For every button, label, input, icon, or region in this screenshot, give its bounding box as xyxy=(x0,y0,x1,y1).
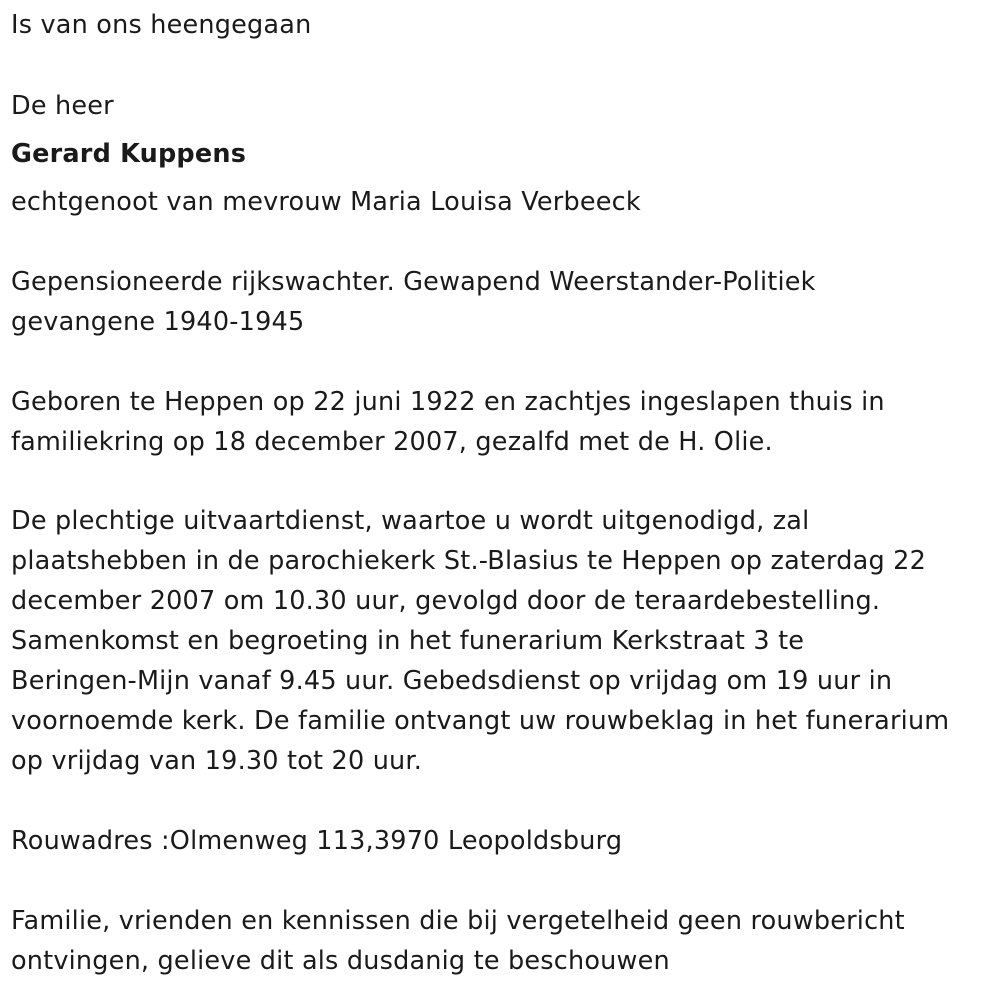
intro-text: Is van ons heengegaan xyxy=(11,10,312,40)
funeral-line-6: voornoemde kerk. De familie ontvangt uw rouwbeklag in het funerarium xyxy=(11,706,950,736)
occupation-line-2: gevangene 1940-1945 xyxy=(11,307,305,337)
funeral-line-2: plaatshebben in de parochiekerk St.-Blasius te Heppen op zaterdag 22 xyxy=(11,546,926,576)
funeral-line-1: De plechtige uitvaartdienst, waartoe u wordt uitgenodigd, zal xyxy=(11,506,810,536)
birth-death-line-2: familiekring op 18 december 2007, gezalfd met de H. Olie. xyxy=(11,427,773,457)
deceased-name: Gerard Kuppens xyxy=(11,139,247,169)
funeral-line-3: december 2007 om 10.30 uur, gevolgd door de teraardebestelling. xyxy=(11,586,881,616)
funeral-line-5: Beringen-Mijn vanaf 9.45 uur. Gebedsdienst op vrijdag om 19 uur in xyxy=(11,666,893,696)
occupation-line-1: Gepensioneerde rijkswachter. Gewapend Weerstander-Politiek xyxy=(11,267,816,297)
salutation-text: De heer xyxy=(11,91,114,121)
spouse-text: echtgenoot van mevrouw Maria Louisa Verbeeck xyxy=(11,187,641,217)
funeral-line-4: Samenkomst en begroeting in het funerarium Kerkstraat 3 te xyxy=(11,626,805,656)
closing-line-2: ontvingen, gelieve dit als dusdanig te beschouwen xyxy=(11,946,670,976)
funeral-line-7: op vrijdag van 19.30 tot 20 uur. xyxy=(11,746,423,776)
closing-line-1: Familie, vrienden en kennissen die bij vergetelheid geen rouwbericht xyxy=(11,906,905,936)
address-text: Rouwadres :Olmenweg 113,3970 Leopoldsburg xyxy=(11,826,623,856)
birth-death-line-1: Geboren te Heppen op 22 juni 1922 en zachtjes ingeslapen thuis in xyxy=(11,387,885,417)
